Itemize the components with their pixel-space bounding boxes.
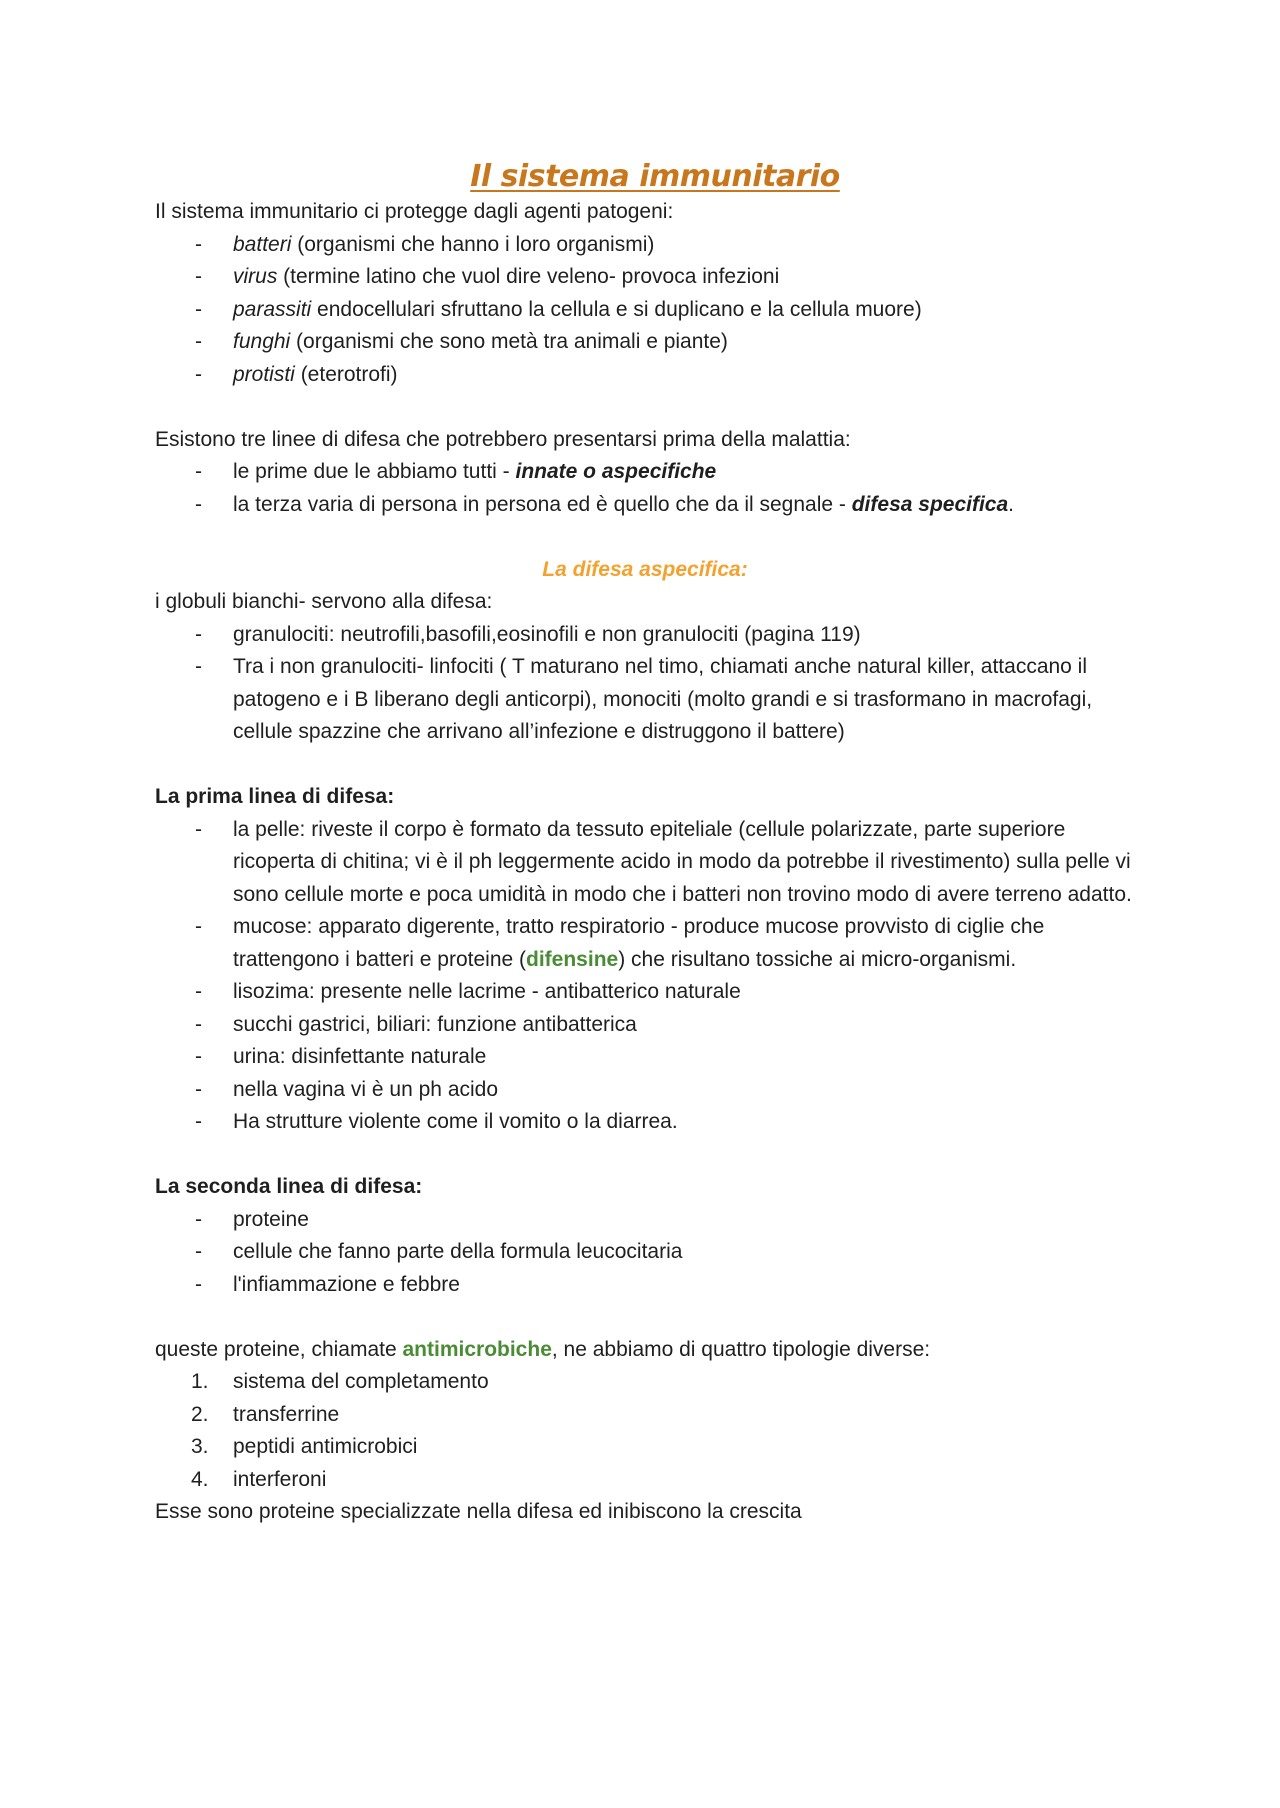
spacer [155,521,1135,554]
defense-lines-list [155,456,1135,521]
pathogen-desc: (organismi che sono metà tra animali e piante) [290,330,728,353]
protein-types-list [155,1366,1135,1496]
list-item [155,294,1135,327]
document-page [155,158,1135,1529]
globuli-intro: i globuli bianchi- servono alla difesa: [155,590,493,613]
line-tail: . [1008,492,1014,516]
pathogen-desc: endocellulari sfruttano la cellula e si duplicano e la cellula muore) [311,297,922,321]
pathogen-list [155,229,1135,392]
pathogen-desc: (organismi che hanno i loro organismi) [291,232,655,256]
list-number: 3. [191,1435,209,1458]
pathogen-desc: (termine latino che vuol dire veleno- provoca infezioni [277,265,780,288]
list-item: - cellule che fanno parte della formula leucocitaria [155,1236,1135,1269]
list-number: 1. [191,1370,209,1393]
aspecific-heading: La difesa aspecifica: [542,557,748,581]
pathogen-term: protisti [233,362,295,386]
list-item [155,261,1135,294]
list-number: 2. [191,1402,209,1426]
list-item [155,326,1135,359]
intro-text: Il sistema immunitario ci protegge dagli agenti patogeni: [155,200,674,223]
spacer [155,749,1135,782]
list-item [155,1464,1135,1497]
closing-text: Esse sono proteine specializzate nella difesa ed inibiscono la crescita [155,1500,802,1523]
pathogen-term: parassiti [233,297,312,321]
list-item: - nella vagina vi è un ph acido [155,1074,1135,1107]
list-item: - granulociti: neutrofili,basofili,eosinofili e non granulociti (pagina 119) [155,619,1135,652]
lines-intro: Esistono tre linee di difesa che potrebbero presentarsi prima della malattia: [155,427,851,451]
pathogen-term: funghi [233,330,291,353]
list-item [155,229,1135,262]
second-line-heading: La seconda linea di difesa: [155,1175,423,1198]
spacer [155,391,1135,424]
list-item: - la pelle: riveste il corpo è formato da tessuto epiteliale (cellule polarizzate, parte superiore ricoperta di chitina; vi è il ph leggermente acido in modo da potrebbe il rivestimento) sulla pelle vi sono cellule morte e poca umidità in modo che i batteri non trovino modo di avere terreno adatto. [155,814,1135,912]
list-number: 4. [191,1467,209,1491]
first-line-heading: La prima linea di difesa: [155,785,395,808]
protein-type-label: transferrine [233,1402,340,1426]
list-item [155,456,1135,489]
pathogen-term: batteri [233,232,292,256]
line-emphasis: innate o aspecifiche [515,460,717,483]
mucose-text: mucose: apparato digerente, tratto respiratorio - produce mucose provvisto di ciglie che trattengono i batteri e proteine ( [233,915,1045,971]
second-line-list [155,1204,1135,1302]
list-item: - proteine [155,1204,1135,1237]
spacer [155,1301,1135,1334]
list-item: - l'infiammazione e febbre [155,1269,1135,1302]
spacer [155,1139,1135,1172]
globuli-list [155,619,1135,749]
antimicrobiche-term: antimicrobiche [402,1337,552,1361]
list-item [155,489,1135,522]
proteins-post: , ne abbiamo di quattro tipologie diverse: [551,1337,931,1361]
line-emphasis: difesa specifica [851,492,1009,516]
list-item: - succhi gastrici, biliari: funzione antibatterica [155,1009,1135,1042]
list-item: - lisozima: presente nelle lacrime - antibatterico naturale [155,976,1135,1009]
line-text: le prime due le abbiamo tutti - [233,460,516,483]
difensine-term: difensine [526,947,619,971]
proteins-intro [155,1334,1135,1367]
protein-type-label: peptidi antimicrobici [233,1435,418,1458]
pathogen-desc: (eterotrofi) [294,362,398,386]
list-item: - Tra i non granulociti- linfociti ( T maturano nel timo, chiamati anche natural killer, attaccano il patogeno e i B liberano degli anticorpi), monociti (molto grandi e si trasformano in macrofagi, cellule spazzine che arrivano all’infezione e distruggono il battere) [155,651,1135,749]
first-line-list [155,814,1135,1139]
protein-type-label: sistema del completamento [233,1370,489,1393]
pathogen-term: virus [233,265,278,288]
list-item [155,1399,1135,1432]
protein-type-label: interferoni [233,1467,327,1491]
line-text: la terza varia di persona in persona ed è quello che da il segnale - [233,492,852,516]
list-item [155,911,1135,976]
list-item [155,1366,1135,1399]
page-title: Il sistema immunitario [470,159,840,194]
list-item [155,1431,1135,1464]
proteins-pre: queste proteine, chiamate [155,1337,403,1361]
list-item: - Ha strutture violente come il vomito o la diarrea. [155,1106,1135,1139]
list-item: - urina: disinfettante naturale [155,1041,1135,1074]
mucose-tail: ) che risultano tossiche ai micro-organismi. [618,947,1017,971]
list-item [155,359,1135,392]
